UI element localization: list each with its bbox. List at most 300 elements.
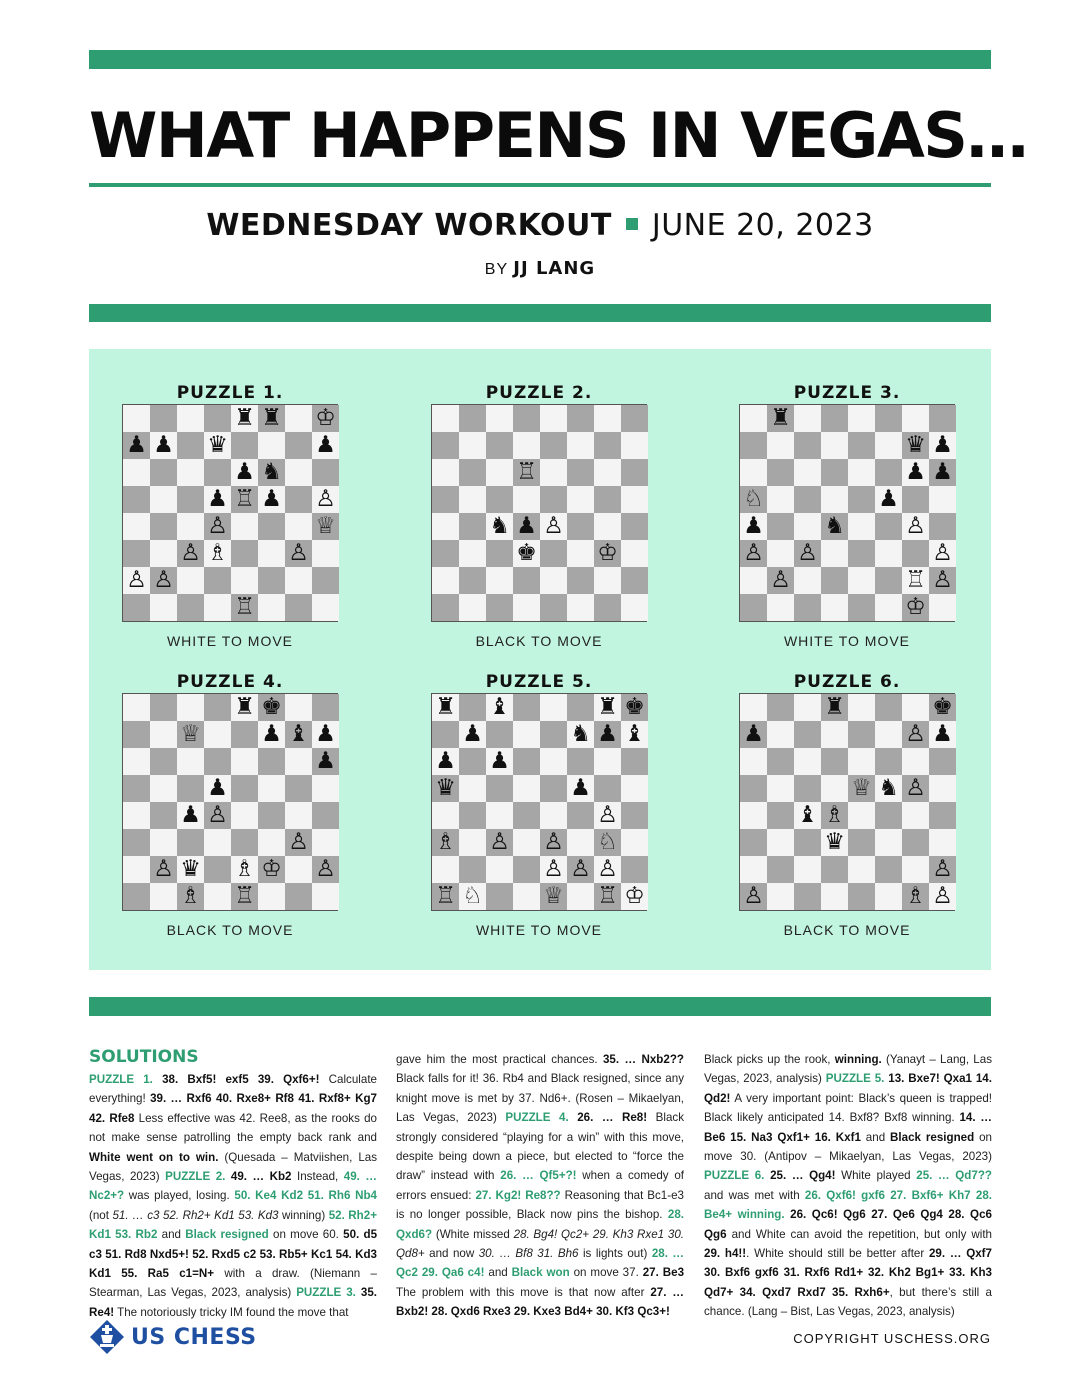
black-bishop-icon: ♝ — [288, 721, 309, 747]
board-square — [432, 432, 459, 459]
board-square — [150, 694, 177, 721]
side-to-move: WHITE TO MOVE — [475, 922, 603, 938]
board-square — [740, 594, 767, 621]
board-square — [513, 486, 540, 513]
board-square — [459, 829, 486, 856]
white-pawn-icon: ♙ — [315, 486, 336, 512]
board-square — [929, 432, 956, 459]
author-name: JJ LANG — [513, 258, 596, 279]
board-square — [848, 883, 875, 910]
chess-king-logo-icon — [89, 1319, 125, 1355]
white-bishop-icon: ♗ — [234, 856, 255, 882]
board-square — [177, 694, 204, 721]
board-square — [312, 432, 339, 459]
white-pawn-icon: ♙ — [126, 567, 147, 593]
board-square — [513, 540, 540, 567]
board-square — [740, 567, 767, 594]
board-square — [621, 594, 648, 621]
board-square — [929, 486, 956, 513]
board-square — [821, 856, 848, 883]
board-square — [204, 721, 231, 748]
white-bishop-icon: ♗ — [180, 883, 201, 909]
board-square — [312, 513, 339, 540]
black-knight-icon: ♞ — [824, 513, 845, 539]
board-square — [204, 883, 231, 910]
board-square — [848, 748, 875, 775]
white-pawn-icon: ♙ — [543, 513, 564, 539]
puzzle-5 — [431, 670, 647, 938]
board-square — [459, 775, 486, 802]
top-accent-bar — [89, 50, 991, 69]
board-square — [902, 432, 929, 459]
side-to-move: BLACK TO MOVE — [475, 633, 603, 649]
board-square — [285, 829, 312, 856]
board-square — [902, 883, 929, 910]
board-square — [902, 694, 929, 721]
board-square — [594, 775, 621, 802]
board-square — [231, 540, 258, 567]
board-square — [204, 856, 231, 883]
board-square — [486, 513, 513, 540]
white-pawn-icon: ♙ — [543, 856, 564, 882]
board-square — [848, 594, 875, 621]
side-to-move: WHITE TO MOVE — [783, 633, 911, 649]
puzzle-title: PUZZLE 6. — [793, 672, 901, 692]
white-king-icon: ♔ — [624, 883, 645, 909]
board-square — [821, 883, 848, 910]
white-king-icon: ♔ — [261, 856, 282, 882]
board-square — [231, 748, 258, 775]
board-square — [821, 829, 848, 856]
black-pawn-icon: ♟ — [878, 486, 899, 512]
black-queen-icon: ♛ — [180, 856, 201, 882]
board-square — [177, 540, 204, 567]
board-square — [177, 883, 204, 910]
chess-board — [739, 693, 955, 911]
board-square — [513, 513, 540, 540]
board-square — [567, 540, 594, 567]
board-square — [150, 594, 177, 621]
board-square — [177, 459, 204, 486]
white-pawn-icon: ♙ — [743, 883, 764, 909]
white-rook-icon: ♖ — [234, 594, 255, 620]
board-square — [258, 802, 285, 829]
board-square — [177, 567, 204, 594]
white-knight-icon: ♘ — [597, 829, 618, 855]
board-square — [204, 775, 231, 802]
board-square — [123, 567, 150, 594]
board-square — [594, 540, 621, 567]
board-square — [312, 775, 339, 802]
board-square — [486, 540, 513, 567]
white-queen-icon: ♕ — [180, 721, 201, 747]
black-rook-icon: ♜ — [824, 694, 845, 720]
board-square — [767, 513, 794, 540]
board-square — [929, 748, 956, 775]
board-square — [486, 694, 513, 721]
board-square — [740, 802, 767, 829]
black-rook-icon: ♜ — [234, 405, 255, 431]
board-square — [567, 486, 594, 513]
board-square — [621, 775, 648, 802]
black-pawn-icon: ♟ — [234, 459, 255, 485]
board-square — [123, 405, 150, 432]
board-square — [486, 432, 513, 459]
board-square — [848, 567, 875, 594]
black-pawn-icon: ♟ — [462, 721, 483, 747]
white-pawn-icon: ♙ — [288, 540, 309, 566]
board-square — [231, 802, 258, 829]
board-square — [848, 856, 875, 883]
board-square — [486, 748, 513, 775]
side-to-move: WHITE TO MOVE — [166, 633, 294, 649]
board-square — [740, 721, 767, 748]
board-square — [848, 775, 875, 802]
board-square — [513, 856, 540, 883]
board-square — [150, 486, 177, 513]
board-square — [740, 883, 767, 910]
black-rook-icon: ♜ — [261, 405, 282, 431]
board-square — [740, 775, 767, 802]
board-square — [621, 802, 648, 829]
board-square — [459, 748, 486, 775]
board-square — [150, 721, 177, 748]
board-square — [459, 513, 486, 540]
board-square — [204, 802, 231, 829]
board-square — [621, 405, 648, 432]
board-square — [312, 748, 339, 775]
board-square — [594, 748, 621, 775]
board-square — [123, 486, 150, 513]
board-square — [258, 694, 285, 721]
black-pawn-icon: ♟ — [315, 432, 336, 458]
board-square — [821, 405, 848, 432]
board-square — [150, 540, 177, 567]
board-square — [432, 694, 459, 721]
board-square — [875, 694, 902, 721]
board-square — [204, 513, 231, 540]
board-square — [540, 567, 567, 594]
board-square — [621, 856, 648, 883]
white-pawn-icon: ♙ — [905, 721, 926, 747]
logo-text: US CHESS — [131, 1324, 257, 1350]
board-square — [902, 721, 929, 748]
white-pawn-icon: ♙ — [288, 829, 309, 855]
board-square — [312, 486, 339, 513]
black-king-icon: ♚ — [932, 694, 953, 720]
board-square — [794, 540, 821, 567]
board-square — [740, 459, 767, 486]
board-square — [794, 802, 821, 829]
board-square — [929, 721, 956, 748]
series-label: WEDNESDAY WORKOUT — [206, 208, 612, 243]
board-square — [231, 432, 258, 459]
board-square — [902, 486, 929, 513]
board-square — [875, 567, 902, 594]
date-label: JUNE 20, 2023 — [651, 208, 874, 243]
puzzles-panel — [89, 349, 991, 970]
board-square — [285, 748, 312, 775]
board-square — [540, 594, 567, 621]
white-knight-icon: ♘ — [462, 883, 483, 909]
board-square — [486, 459, 513, 486]
chess-board — [122, 693, 338, 911]
board-square — [231, 721, 258, 748]
board-square — [459, 721, 486, 748]
board-square — [123, 694, 150, 721]
black-pawn-icon: ♟ — [207, 486, 228, 512]
white-pawn-icon: ♙ — [153, 567, 174, 593]
board-square — [567, 775, 594, 802]
board-square — [594, 486, 621, 513]
board-square — [177, 486, 204, 513]
board-square — [902, 513, 929, 540]
white-pawn-icon: ♙ — [315, 856, 336, 882]
board-square — [567, 802, 594, 829]
white-rook-icon: ♖ — [234, 883, 255, 909]
board-square — [459, 540, 486, 567]
black-pawn-icon: ♟ — [153, 432, 174, 458]
board-square — [258, 594, 285, 621]
board-square — [929, 567, 956, 594]
board-square — [258, 513, 285, 540]
board-square — [513, 802, 540, 829]
white-king-icon: ♔ — [597, 540, 618, 566]
board-square — [540, 775, 567, 802]
board-square — [821, 459, 848, 486]
square-bullet — [626, 218, 638, 230]
board-square — [432, 802, 459, 829]
board-square — [150, 775, 177, 802]
board-square — [567, 748, 594, 775]
board-square — [902, 748, 929, 775]
board-square — [929, 856, 956, 883]
white-pawn-icon: ♙ — [180, 540, 201, 566]
board-square — [204, 405, 231, 432]
board-square — [875, 883, 902, 910]
board-square — [929, 405, 956, 432]
board-square — [540, 856, 567, 883]
board-square — [459, 883, 486, 910]
board-square — [513, 594, 540, 621]
page-title: WHAT HAPPENS IN VEGAS… — [89, 99, 1027, 172]
board-square — [432, 405, 459, 432]
white-bishop-icon: ♗ — [207, 540, 228, 566]
puzzle-title: PUZZLE 4. — [176, 672, 284, 692]
board-square — [486, 486, 513, 513]
black-pawn-icon: ♟ — [315, 748, 336, 774]
board-square — [875, 540, 902, 567]
board-square — [231, 883, 258, 910]
board-square — [459, 432, 486, 459]
board-square — [594, 802, 621, 829]
black-pawn-icon: ♟ — [126, 432, 147, 458]
board-square — [258, 883, 285, 910]
black-pawn-icon: ♟ — [743, 513, 764, 539]
board-square — [177, 405, 204, 432]
board-square — [929, 513, 956, 540]
white-pawn-icon: ♙ — [743, 540, 764, 566]
board-square — [594, 829, 621, 856]
white-pawn-icon: ♙ — [905, 775, 926, 801]
board-square — [432, 883, 459, 910]
board-square — [486, 829, 513, 856]
board-square — [285, 432, 312, 459]
board-square — [848, 405, 875, 432]
board-square — [258, 459, 285, 486]
board-square — [794, 829, 821, 856]
board-square — [740, 829, 767, 856]
black-pawn-icon: ♟ — [435, 748, 456, 774]
board-square — [540, 802, 567, 829]
board-square — [848, 829, 875, 856]
chess-board — [431, 693, 647, 911]
board-square — [432, 459, 459, 486]
black-knight-icon: ♞ — [261, 459, 282, 485]
board-square — [312, 802, 339, 829]
board-square — [740, 856, 767, 883]
board-square — [285, 459, 312, 486]
board-square — [540, 432, 567, 459]
board-square — [123, 748, 150, 775]
board-square — [312, 594, 339, 621]
board-square — [513, 405, 540, 432]
black-queen-icon: ♛ — [435, 775, 456, 801]
copyright: COPYRIGHT USCHESS.ORG — [793, 1331, 991, 1346]
board-square — [794, 486, 821, 513]
board-square — [929, 694, 956, 721]
header-bottom-bar — [89, 304, 991, 322]
board-square — [285, 405, 312, 432]
board-square — [767, 829, 794, 856]
board-square — [204, 567, 231, 594]
board-square — [929, 829, 956, 856]
black-pawn-icon: ♟ — [516, 513, 537, 539]
black-pawn-icon: ♟ — [261, 486, 282, 512]
board-square — [285, 694, 312, 721]
board-square — [621, 540, 648, 567]
board-square — [486, 883, 513, 910]
board-square — [740, 513, 767, 540]
white-rook-icon: ♖ — [435, 883, 456, 909]
board-square — [767, 486, 794, 513]
board-square — [594, 459, 621, 486]
board-square — [875, 748, 902, 775]
white-rook-icon: ♖ — [597, 883, 618, 909]
board-square — [621, 829, 648, 856]
board-square — [123, 829, 150, 856]
board-square — [312, 721, 339, 748]
board-square — [740, 694, 767, 721]
side-to-move: BLACK TO MOVE — [783, 922, 911, 938]
board-square — [285, 594, 312, 621]
board-square — [875, 486, 902, 513]
board-square — [312, 405, 339, 432]
board-square — [567, 567, 594, 594]
board-square — [231, 829, 258, 856]
board-square — [231, 567, 258, 594]
black-rook-icon: ♜ — [770, 405, 791, 431]
white-bishop-icon: ♗ — [824, 802, 845, 828]
board-square — [312, 567, 339, 594]
board-square — [150, 748, 177, 775]
board-square — [902, 802, 929, 829]
board-square — [177, 748, 204, 775]
black-queen-icon: ♛ — [905, 432, 926, 458]
board-square — [459, 802, 486, 829]
board-square — [540, 540, 567, 567]
board-square — [848, 694, 875, 721]
white-pawn-icon: ♙ — [932, 567, 953, 593]
black-king-icon: ♚ — [261, 694, 282, 720]
board-square — [285, 513, 312, 540]
board-square — [486, 856, 513, 883]
board-square — [258, 856, 285, 883]
board-square — [459, 694, 486, 721]
board-square — [312, 856, 339, 883]
board-square — [740, 405, 767, 432]
board-square — [258, 405, 285, 432]
board-square — [621, 459, 648, 486]
white-pawn-icon: ♙ — [770, 567, 791, 593]
board-square — [540, 721, 567, 748]
board-square — [513, 459, 540, 486]
board-square — [594, 856, 621, 883]
board-square — [123, 432, 150, 459]
white-pawn-icon: ♙ — [797, 540, 818, 566]
board-square — [875, 829, 902, 856]
board-square — [177, 594, 204, 621]
black-pawn-icon: ♟ — [489, 748, 510, 774]
board-square — [432, 721, 459, 748]
board-square — [123, 540, 150, 567]
board-square — [929, 540, 956, 567]
board-square — [204, 748, 231, 775]
board-square — [902, 567, 929, 594]
board-square — [848, 513, 875, 540]
white-pawn-icon: ♙ — [905, 513, 926, 539]
board-square — [123, 459, 150, 486]
board-square — [513, 721, 540, 748]
board-square — [540, 486, 567, 513]
chess-board — [739, 404, 955, 622]
board-square — [123, 721, 150, 748]
chess-board — [431, 404, 647, 622]
board-square — [540, 405, 567, 432]
board-square — [285, 540, 312, 567]
black-pawn-icon: ♟ — [180, 802, 201, 828]
board-square — [929, 775, 956, 802]
board-square — [459, 856, 486, 883]
board-square — [767, 567, 794, 594]
board-square — [794, 694, 821, 721]
board-square — [204, 694, 231, 721]
puzzle-6 — [739, 670, 955, 938]
board-square — [204, 459, 231, 486]
board-square — [231, 486, 258, 513]
us-chess-logo[interactable] — [89, 1320, 257, 1354]
board-square — [123, 856, 150, 883]
board-square — [540, 829, 567, 856]
board-square — [594, 513, 621, 540]
board-square — [567, 856, 594, 883]
white-rook-icon: ♖ — [234, 486, 255, 512]
board-square — [848, 721, 875, 748]
board-square — [848, 486, 875, 513]
board-square — [740, 486, 767, 513]
white-pawn-icon: ♙ — [207, 802, 228, 828]
board-square — [767, 594, 794, 621]
